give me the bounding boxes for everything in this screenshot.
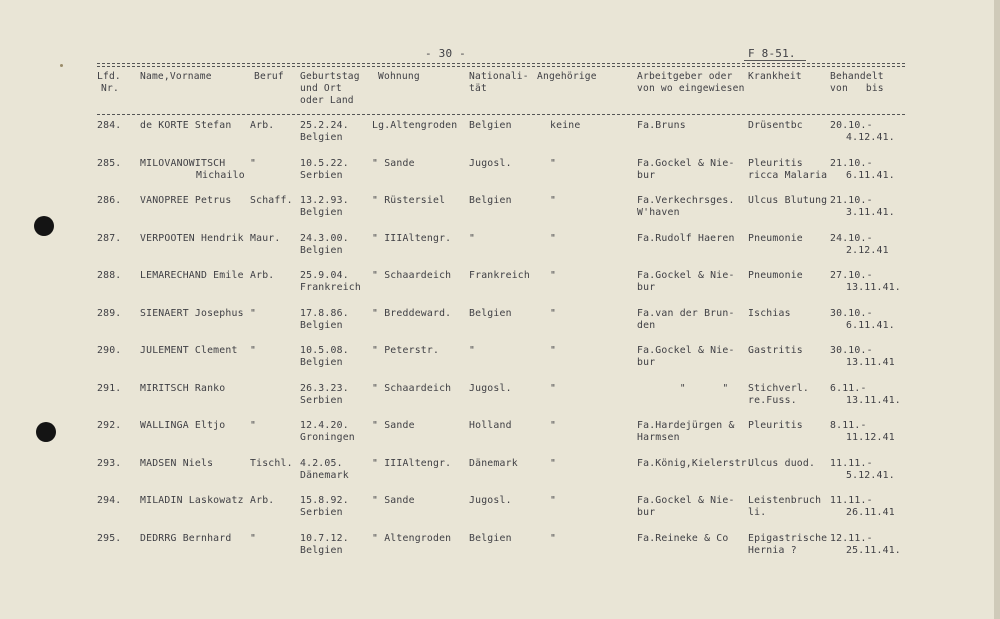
row-krankheit: Ulcus duod. — [748, 457, 816, 469]
header-behandelt: Behandelt von bis — [830, 71, 884, 94]
table-row — [0, 270, 1000, 306]
row-wohnung: " Sande — [372, 495, 415, 506]
row-wohnung: " Schaardeich — [372, 382, 452, 394]
row-arbeitgeber: Fa.van der Brun- — [637, 307, 735, 319]
row-geburtsort: Serbien — [300, 394, 343, 406]
table-row — [0, 533, 1000, 569]
row-nationalitaet: Frankreich — [469, 270, 530, 281]
row-arbeitgeber: Fa.König,Kielerstr. — [637, 457, 753, 469]
row-beruf: " — [250, 157, 257, 169]
row-number: 285. — [97, 157, 122, 169]
row-geburtstag: 15.8.92. — [300, 495, 349, 506]
row-behandelt-von: 11.11.- — [830, 457, 873, 469]
row-nationalitaet: Belgien — [469, 120, 512, 131]
row-angehoerige: " — [550, 157, 557, 169]
row-nationalitaet: " — [469, 232, 476, 244]
row-arbeitgeber: Fa.Gockel & Nie- — [637, 495, 735, 506]
row-name: de KORTE Stefan — [140, 120, 232, 131]
row-arbeitgeber-2: bur — [637, 507, 656, 518]
row-number: 286. — [97, 195, 122, 206]
row-angehoerige: " — [550, 307, 557, 319]
row-krankheit-2: Hernia ? — [748, 544, 797, 556]
row-behandelt-bis: 13.11.41. — [846, 394, 901, 406]
row-krankheit: Gastritis — [748, 345, 803, 356]
row-nationalitaet: Holland — [469, 420, 512, 431]
row-nationalitaet: Jugosl. — [469, 382, 512, 394]
row-beruf: " — [250, 532, 257, 544]
row-krankheit-2: li. — [748, 507, 767, 518]
header-beruf: Beruf — [254, 71, 284, 82]
row-angehoerige: " — [550, 532, 557, 544]
row-krankheit: Pleuritis — [748, 420, 803, 431]
row-beruf: Tischl. — [250, 457, 293, 469]
table-row — [0, 420, 1000, 456]
row-wohnung: " IIIAltengr. — [372, 232, 452, 244]
row-wohnung: " Rüstersiel — [372, 195, 446, 206]
table-row — [0, 458, 1000, 494]
row-geburtsort: Belgien — [300, 357, 343, 368]
row-nationalitaet: Belgien — [469, 532, 512, 544]
row-nationalitaet: Belgien — [469, 307, 512, 319]
row-geburtsort: Belgien — [300, 207, 343, 218]
header-rule-top — [97, 63, 905, 64]
row-number: 289. — [97, 307, 122, 319]
header-geburt: Geburtstag und Ort oder Land — [300, 71, 360, 106]
row-behandelt-bis: 2.12.41 — [846, 244, 889, 256]
row-geburtstag: 10.5.08. — [300, 345, 349, 356]
row-behandelt-bis: 3.11.41. — [846, 207, 895, 218]
row-angehoerige: " — [550, 382, 557, 394]
row-arbeitgeber: Fa.Gockel & Nie- — [637, 157, 735, 169]
row-arbeitgeber: Fa.Gockel & Nie- — [637, 345, 735, 356]
row-name: MILADIN Laskowatz — [140, 495, 244, 506]
row-geburtstag: 12.4.20. — [300, 420, 349, 431]
header-rule-top-second — [97, 66, 905, 67]
row-geburtsort: Belgien — [300, 132, 343, 143]
row-behandelt-von: 30.10.- — [830, 345, 873, 356]
row-behandelt-von: 21.10.- — [830, 195, 873, 206]
row-behandelt-bis: 26.11.41 — [846, 507, 895, 518]
row-wohnung: " IIIAltengr. — [372, 457, 452, 469]
row-behandelt-bis: 13.11.41. — [846, 282, 901, 293]
row-geburtstag: 17.8.86. — [300, 307, 349, 319]
row-beruf: " — [250, 345, 257, 356]
row-behandelt-von: 24.10.- — [830, 232, 873, 244]
row-arbeitgeber-2: den — [637, 319, 656, 331]
row-number: 290. — [97, 345, 122, 356]
row-behandelt-von: 30.10.- — [830, 307, 873, 319]
row-nationalitaet: Jugosl. — [469, 495, 512, 506]
row-geburtstag: 13.2.93. — [300, 195, 349, 206]
row-arbeitgeber-2: bur — [637, 357, 656, 368]
row-angehoerige: keine — [550, 120, 581, 131]
row-wohnung: " Schaardeich — [372, 270, 452, 281]
row-arbeitgeber: Fa.Hardejürgen & — [637, 420, 735, 431]
row-geburtstag: 25.9.04. — [300, 270, 349, 281]
row-angehoerige: " — [550, 495, 557, 506]
row-behandelt-von: 12.11.- — [830, 532, 873, 544]
row-beruf: Maur. — [250, 232, 281, 244]
row-name: SIENAERT Josephus — [140, 307, 244, 319]
reference-underline — [744, 60, 806, 61]
row-geburtsort: Frankreich — [300, 282, 361, 293]
row-arbeitgeber-2: Harmsen — [637, 432, 680, 443]
row-geburtstag: 25.2.24. — [300, 120, 349, 131]
row-name: VANOPREE Petrus — [140, 195, 232, 206]
row-beruf: Schaff. — [250, 195, 293, 206]
row-arbeitgeber: Fa.Bruns — [637, 120, 686, 131]
header-angehoerige: Angehörige — [537, 71, 597, 82]
row-behandelt-bis: 5.12.41. — [846, 469, 895, 481]
row-name: WALLINGA Eltjo — [140, 420, 226, 431]
row-behandelt-bis: 6.11.41. — [846, 169, 895, 181]
row-behandelt-von: 8.11.- — [830, 420, 867, 431]
row-geburtsort: Groningen — [300, 432, 355, 443]
header-rule-bottom — [97, 114, 905, 115]
row-arbeitgeber-2: W'haven — [637, 207, 680, 218]
row-angehoerige: " — [550, 232, 557, 244]
row-beruf: " — [250, 420, 257, 431]
row-geburtstag: 4.2.05. — [300, 457, 343, 469]
row-krankheit: Leistenbruch — [748, 495, 822, 506]
row-name: LEMARECHAND Emile — [140, 270, 244, 281]
row-beruf: Arb. — [250, 120, 275, 131]
row-name: VERPOOTEN Hendrik — [140, 232, 244, 244]
row-wohnung: " Sande — [372, 420, 415, 431]
row-arbeitgeber: Fa.Verkechrsges. — [637, 195, 735, 206]
row-krankheit: Drüsentbc — [748, 120, 803, 131]
table-row — [0, 495, 1000, 531]
row-name: JULEMENT Clement — [140, 345, 238, 356]
row-behandelt-von: 6.11.- — [830, 382, 867, 394]
row-number: 284. — [97, 120, 122, 131]
row-geburtsort: Belgien — [300, 319, 343, 331]
row-krankheit: Epigastrische — [748, 532, 828, 544]
row-angehoerige: " — [550, 345, 557, 356]
header-name: Name,Vorname — [140, 71, 212, 82]
row-number: 288. — [97, 270, 122, 281]
row-wohnung: " Peterstr. — [372, 345, 440, 356]
row-beruf: " — [250, 307, 257, 319]
row-krankheit: Pneumonie — [748, 270, 803, 281]
row-geburtstag: 24.3.00. — [300, 232, 349, 244]
row-arbeitgeber: Fa.Reineke & Co — [637, 532, 729, 544]
table-row — [0, 233, 1000, 269]
row-name: MADSEN Niels — [140, 457, 214, 469]
table-row — [0, 158, 1000, 194]
row-behandelt-bis: 4.12.41. — [846, 132, 895, 143]
row-behandelt-bis: 11.12.41 — [846, 432, 895, 443]
row-firstname: Michailo — [196, 169, 245, 181]
table-row — [0, 195, 1000, 231]
header-wohnung: Wohnung — [378, 71, 420, 82]
row-krankheit: Pneumonie — [748, 232, 803, 244]
row-wohnung: " Breddeward. — [372, 307, 452, 319]
row-geburtsort: Serbien — [300, 169, 343, 181]
header-arbeitgeber: Arbeitgeber oder von wo eingewiesen — [637, 71, 745, 94]
row-number: 294. — [97, 495, 122, 506]
row-behandelt-bis: 6.11.41. — [846, 319, 895, 331]
row-wohnung: Lg.Altengroden — [372, 120, 458, 131]
row-geburtstag: 26.3.23. — [300, 382, 349, 394]
row-number: 292. — [97, 420, 122, 431]
row-angehoerige: " — [550, 420, 557, 431]
row-geburtsort: Serbien — [300, 507, 343, 518]
row-geburtstag: 10.5.22. — [300, 157, 349, 169]
header-nation: Nationali- tät — [469, 71, 529, 94]
row-arbeitgeber: Fa.Gockel & Nie- — [637, 270, 735, 281]
row-beruf: Arb. — [250, 270, 275, 281]
row-geburtsort: Belgien — [300, 544, 343, 556]
row-behandelt-von: 20.10.- — [830, 120, 873, 131]
row-geburtsort: Dänemark — [300, 469, 349, 481]
table-row — [0, 383, 1000, 419]
row-nationalitaet: Belgien — [469, 195, 512, 206]
row-arbeitgeber: Fa.Rudolf Haeren — [637, 232, 735, 244]
row-krankheit: Ischias — [748, 307, 791, 319]
header-krankheit: Krankheit — [748, 71, 802, 82]
row-behandelt-von: 11.11.- — [830, 495, 873, 506]
row-nationalitaet: " — [469, 345, 476, 356]
row-number: 291. — [97, 382, 122, 394]
row-angehoerige: " — [550, 457, 557, 469]
row-name: MILOVANOWITSCH — [140, 157, 226, 169]
row-nationalitaet: Jugosl. — [469, 157, 512, 169]
row-number: 287. — [97, 232, 122, 244]
row-behandelt-bis: 13.11.41 — [846, 357, 895, 368]
row-angehoerige: " — [550, 270, 557, 281]
table-row — [0, 120, 1000, 156]
row-geburtsort: Belgien — [300, 244, 343, 256]
row-number: 293. — [97, 457, 122, 469]
paper-speck — [60, 64, 63, 67]
row-number: 295. — [97, 532, 122, 544]
row-arbeitgeber-2: bur — [637, 169, 656, 181]
page-number: - 30 - — [425, 47, 466, 60]
row-beruf: Arb. — [250, 495, 275, 506]
header-nr: Lfd. Nr. — [97, 71, 121, 94]
row-krankheit: Ulcus Blutung — [748, 195, 828, 206]
row-wohnung: " Sande — [372, 157, 415, 169]
row-arbeitgeber-2: bur — [637, 282, 656, 293]
row-krankheit-2: ricca Malaria — [748, 169, 828, 181]
row-arbeitgeber: " " — [637, 382, 729, 394]
row-wohnung: " Altengroden — [372, 532, 452, 544]
row-krankheit: Pleuritis — [748, 157, 803, 169]
row-geburtstag: 10.7.12. — [300, 532, 349, 544]
row-behandelt-von: 21.10.- — [830, 157, 873, 169]
row-behandelt-von: 27.10.- — [830, 270, 873, 281]
row-nationalitaet: Dänemark — [469, 457, 518, 469]
row-name: MIRITSCH Ranko — [140, 382, 226, 394]
row-behandelt-bis: 25.11.41. — [846, 544, 901, 556]
row-name: DEDRRG Bernhard — [140, 532, 232, 544]
row-krankheit: Stichverl. — [748, 382, 809, 394]
table-row — [0, 345, 1000, 381]
row-krankheit-2: re.Fuss. — [748, 394, 797, 406]
reference-code: F 8-51. — [748, 47, 796, 60]
table-row — [0, 308, 1000, 344]
row-angehoerige: " — [550, 195, 557, 206]
